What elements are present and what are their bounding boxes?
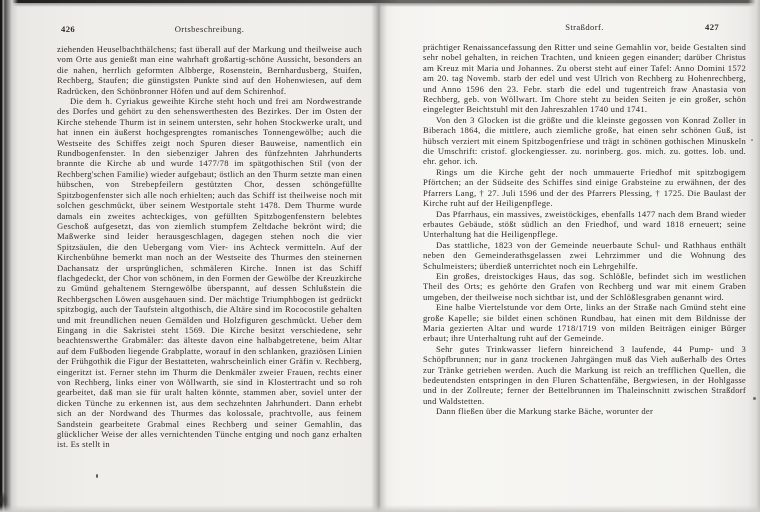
right-page-text-column	[423, 42, 746, 417]
paragraph: Eine halbe Viertelstunde vor dem Orte, links an der Straße nach Gmünd steht eine große Kapelle; sie bildet einen schönen Rundbau, hat einen mit dem Bildnisse der Maria gezierten Altar und wurde 1718/1719 von milden Beiträgen einiger Bürger erbaut; ihre Unterhaltung ruht auf der Gemeinde.	[423, 302, 746, 344]
left-page-text-column	[57, 44, 362, 450]
page-gutter-shadow	[371, 0, 387, 512]
scan-speck	[96, 474, 98, 478]
scan-blot-bottom-left	[0, 491, 8, 509]
scan-edge-right	[748, 0, 760, 512]
right-page	[423, 22, 746, 417]
left-running-title: Ortsbeschreibung.	[174, 24, 245, 34]
right-page-number: 427	[705, 22, 720, 32]
scan-speck	[751, 139, 753, 141]
paragraph: Ein großes, dreistockiges Haus, das sog. Schlößle, befindet sich im westlichen Theil des Orts; es gehörte den Grafen von Rechberg und war mit einem Graben umgeben, der theilweise noch sichtbar ist, und der Schlößlesgraben genannt wird.	[423, 270, 746, 302]
left-page	[57, 24, 362, 450]
paragraph: prächtiger Renaissancefassung den Ritter und seine Gemahlin vor, beide Gestalten sind sehr nobel gehalten, in reichen Trachten, und knieen gegen einander; darüber Christus am Kreuz mit Maria und Johannes. Zu oberst steht auf einer Tafel: Anno Domini 1572 am 20. tag Novemb. starb der edel und vest Ulrich von Rechberg zu Hohenrechberg, und Anno 1596 den 23. Febr. starb die edel und tugentreich fraw Anastasia von Rechberg, geb. von Wöllwart. Im Chore steht zu beiden Seiten je ein großer, schön eingelegter Beichtstuhl mit den Jahreszahlen 1740 und 1741.	[423, 42, 746, 115]
paragraph: ziehenden Heuselbachthälchens; fast überall auf der Markung und theilweise auch vom Orte aus genießt man eine wahrhaft großartig-schöne Aussicht, besonders an die nahen, herrlich geformten Albberge, Rosenstein, Bernhardusberg, Stuifen, Rechberg, Staufen; die günstigsten Punkte sind auf den Hohenwiesen, auf dem Radrücken, den Schönbronner Höfen und auf dem Schirenhof.	[57, 44, 362, 96]
paragraph: Von den 3 Glocken ist die größte und die kleinste gegossen von Konrad Zoller in Biberach 1864, die mittlere, auch ziemliche große, hat einen sehr schönen Guß, ist hübsch verziert mit einem Spitzbogenfriese und trägt in schönen gothischen Minuskeln die Umschrift: cristof. glockengiesser. zu. norinberg. gos. mich. zu. gottes. lob. und. ehr. gehor. ich.	[423, 114, 746, 167]
paragraph: Die dem h. Cyriakus geweihte Kirche steht hoch und frei am Nordwestrande des Dorfes und gehört zu den sehenswerthesten des Bezirkes. Der im Osten der Kirche stehende Thurm ist in seinem untersten, sehr hohen Stockwerke uralt, und hat innen ein äußerst hochgesprengtes romanisches Tonnengewölbe; auch die Westseite des Schiffes zeigt noch Spuren dieser Bauweise, namentlich ein Rundbogenfenster. In den siebenziger Jahren des fünfzehnten Jahrhunderts brannte die Kirche ab und wurde 1477/78 im spätgothischen Stil (von der Rechberg'schen Familie) wieder aufgebaut; östlich an den Thurm setzte man einen hübschen, von Strebepfeilern gestützten Chor, dessen schöngefüllte Spitzbogenfenster sich alle noch erhielten; auch das Schiff ist theilweise noch mit solchen geschmückt, über seinem Westportale steht 1478. Dem Thurme wurde damals ein zweites achteckiges, von gefüllten Spitzbogenfenstern belebtes Geschoß aufgesetzt, das von ziemlich stumpfem Zeltdache bekrönt wird; die Maßwerke sind leider herausgeschlagen, dagegen stehen noch die vier Spitzsäulen, die den Uebergang vom Vier- ins Achteck vermitteln. Auf der Kirchenbühne bemerkt man noch an der Westseite des Thurmes den steinernen Dachansatz der ursprünglichen, schmäleren Kirche. Innen ist das Schiff flachgedeckt, der Chor von schönem, in den Formen der Gewölbe der Kreuzkirche zu Gmünd gehaltenem Sterngewölbe überspannt, auf dessen Schlußstein die Rechbergschen Löwen ausgehauen sind. Der mächtige Triumphbogen ist gedrückt spitzbogig, auch der Taufstein altgothisch, die Altäre sind im Rococostile gehalten und mit freundlichen neuen Gemälden und Holzfiguren geschmückt. Ueber dem Eingang in die Sakristei steht 1569. Die Kirche besitzt verschiedene, sehr beachtenswerthe Grabmäler: das älteste davon eine halbabgetretene, beim Altar auf dem Fußboden liegende Grabplatte, worauf in den schlanken, graziösen Linien der Frühgothik die Figur der Bestatteten, wahrscheinlich einer Gräfin v. Rechberg, eingeritzt ist. Ferner stehn im Thurm die Denkmäler zweier Frauen, rechts einer von Rechberg, links einer von Wöllwarth, sie sind in Klostertracht und so roh gearbeitet, daß man sie für uralt halten könnte, stammen aber, soviel unter der dicken Tünche zu erkennen ist, aus dem sechzehnten Jahrhundert. Dann erhebt sich an der Nordwand des Thurmes das kolossale, prachtvolle, aus feinem Sandstein gearbeitete Grabmal eines Rechberg und seiner Gemahlin, das glücklicher Weise der alles vernichtenden Tünche entging und noch ganz erhalten ist. Es stellt in	[57, 96, 362, 450]
scan-edge-left	[0, 0, 18, 512]
scan-edge-top-fade	[0, 3, 760, 7]
paragraph: Das stattliche, 1823 von der Gemeinde neuerbaute Schul- und Rathhaus enthält neben den Gemeinderathsgelassen zwei Lehrzimmer und die Wohnung des Schulmeisters; überdieß unterrichtet noch ein Lehrgehilfe.	[423, 239, 746, 271]
paragraph: Das Pfarrhaus, ein massives, zweistöckiges, ebenfalls 1477 nach dem Brand wieder erbautes Gebäude, stößt südlich an den Friedhof, und ward 1818 erneuert; seine Unterhaltung hat die Heiligenpflege.	[423, 208, 746, 240]
scan-edge-bottom	[0, 505, 760, 512]
paragraph: Dann fließen über die Markung starke Bäche, worunter der	[436, 406, 654, 417]
paragraph: Sehr gutes Trinkwasser liefern hinreichend 3 laufende, 44 Pump- und 3 Schöpfbrunnen; nur in ganz trockenen Jahrgängen muß das Vieh außerhalb des Ortes zur Tränke getrieben werden. Auch die Markung ist reich an trefflichen Quellen, die bedeutendsten entspringen in den Fluren Schattenfähe, Bergwiesen, in der Hohlgasse und in der Zollreute; ferner der Bettelbrunnen im Thaleinschnitt zwischen Straßdorf und Waldstetten.	[423, 343, 746, 406]
right-page-header	[423, 22, 746, 42]
paragraph: Rings um die Kirche geht der noch ummauerte Friedhof mit spitzbogigem Pförtchen; an der Südseite des Schiffes sind einige Grabsteine zu erwähnen, der des Pfarrers Lang, † 27. Juli 1596 und der des Pfarrers Plessing, † 1725. Die Baulast der Kirche ruht auf der Heiligenpflege.	[423, 166, 746, 209]
left-page-number: 426	[61, 24, 76, 34]
left-page-header	[57, 24, 362, 44]
scan-speck	[753, 397, 756, 400]
right-running-title: Straßdorf.	[565, 22, 604, 32]
